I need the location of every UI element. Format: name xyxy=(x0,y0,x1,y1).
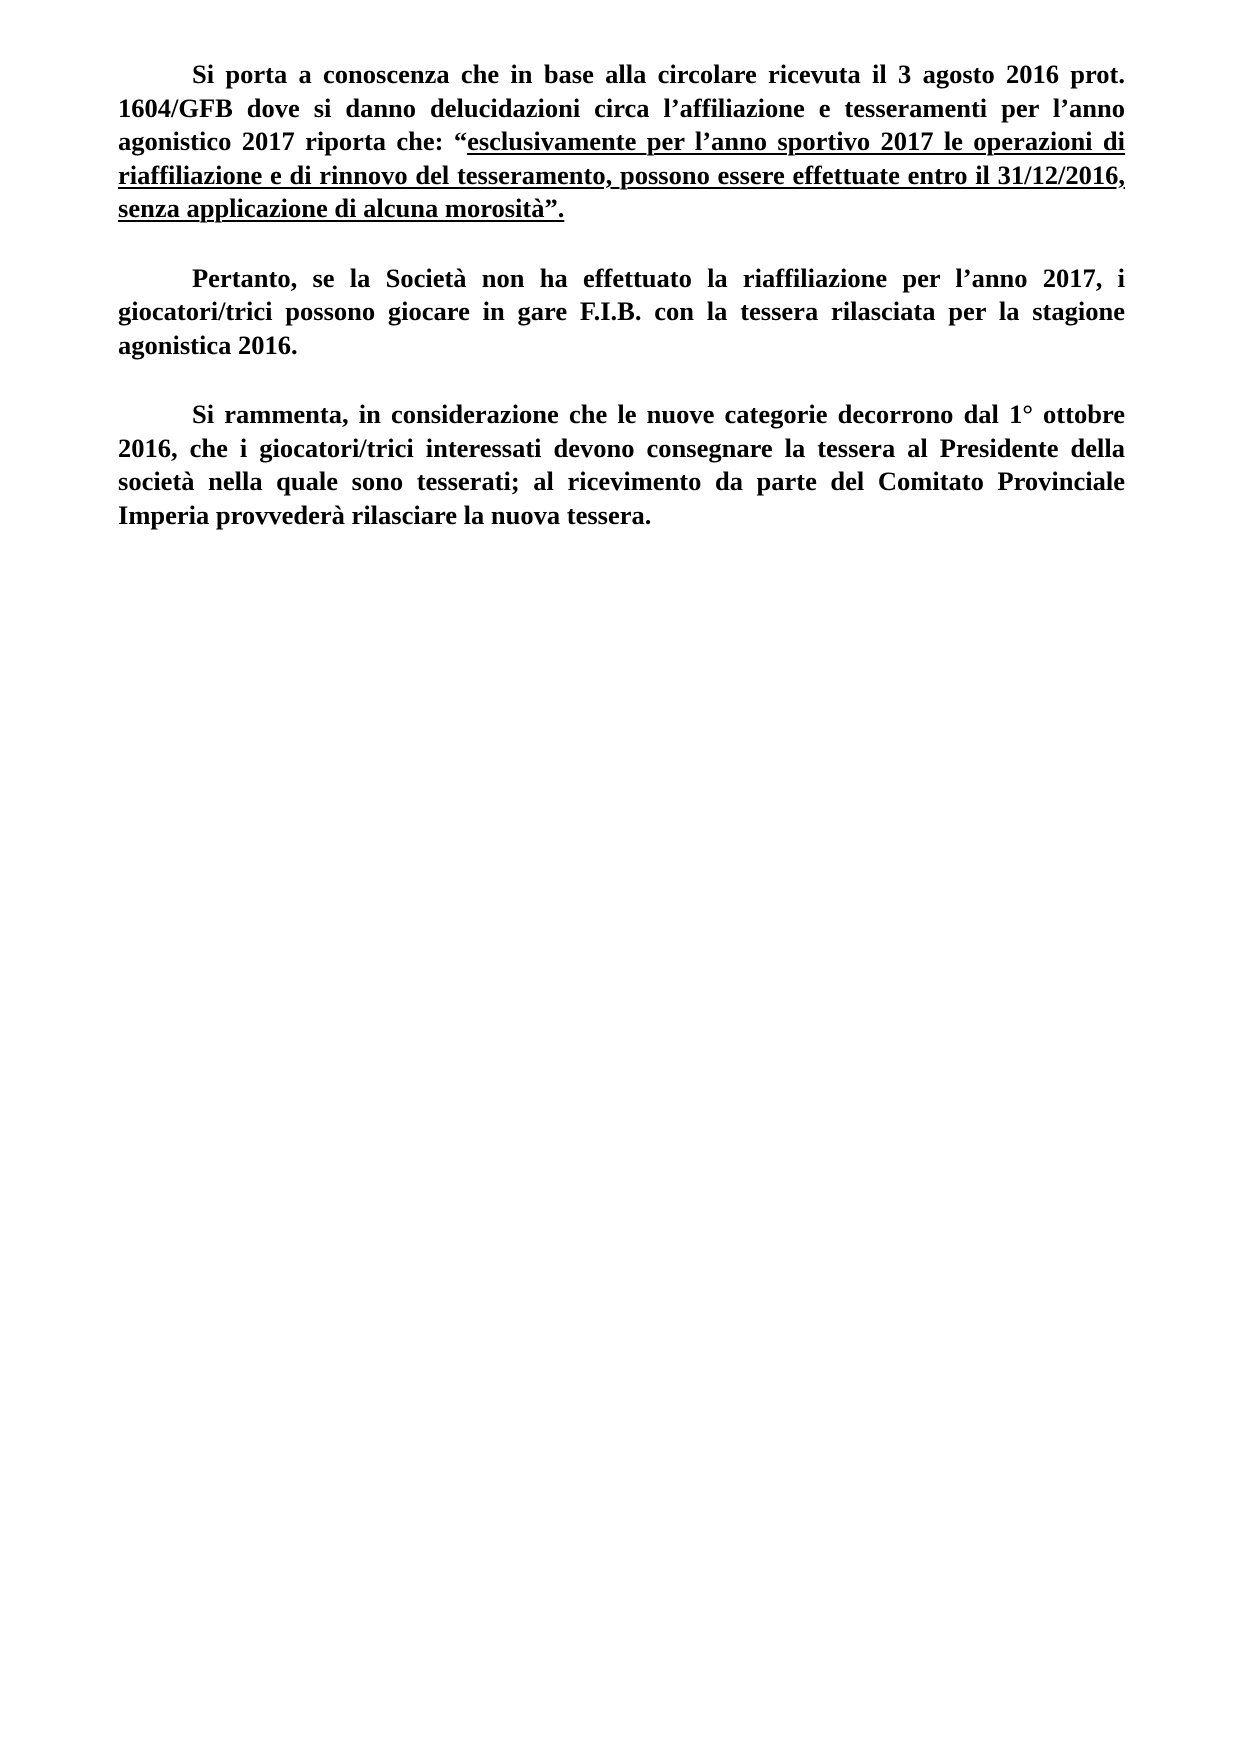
paragraph-circolare xyxy=(118,58,1125,226)
paragraph-circolare-intro: Si porta a conoscenza che in base alla circolare ricevuta il 3 agosto 2016 prot. 1604/GFB dove si danno delucidazioni circa l’affiliazione e tesseramenti per l’anno agonistico 2017 riporta che: “ xyxy=(118,59,1125,156)
document-page xyxy=(118,58,1125,568)
paragraph-categorie: Si rammenta, in considerazione che le nuove categorie decorrono dal 1° ottobre 2016, che i giocatori/trici interessati devono consegnare la tessera al Presidente della società nella quale sono tesserati; al ricevimento da parte del Comitato Provinciale Imperia provvederà rilasciare la nuova tessera. xyxy=(118,399,1125,530)
paragraph-circolare-quote: esclusivamente per l’anno sportivo 2017 le operazioni di riaffiliazione e di rinnovo del tesseramento, possono essere effettuate entro il 31/12/2016, senza applicazione di alcuna morosità”. xyxy=(118,126,1125,223)
paragraph-riaffiliazione: Pertanto, se la Società non ha effettuato la riaffiliazione per l’anno 2017, i giocatori/trici possono giocare in gare F.I.B. con la tessera rilasciata per la stagione agonistica 2016. xyxy=(118,262,1125,360)
